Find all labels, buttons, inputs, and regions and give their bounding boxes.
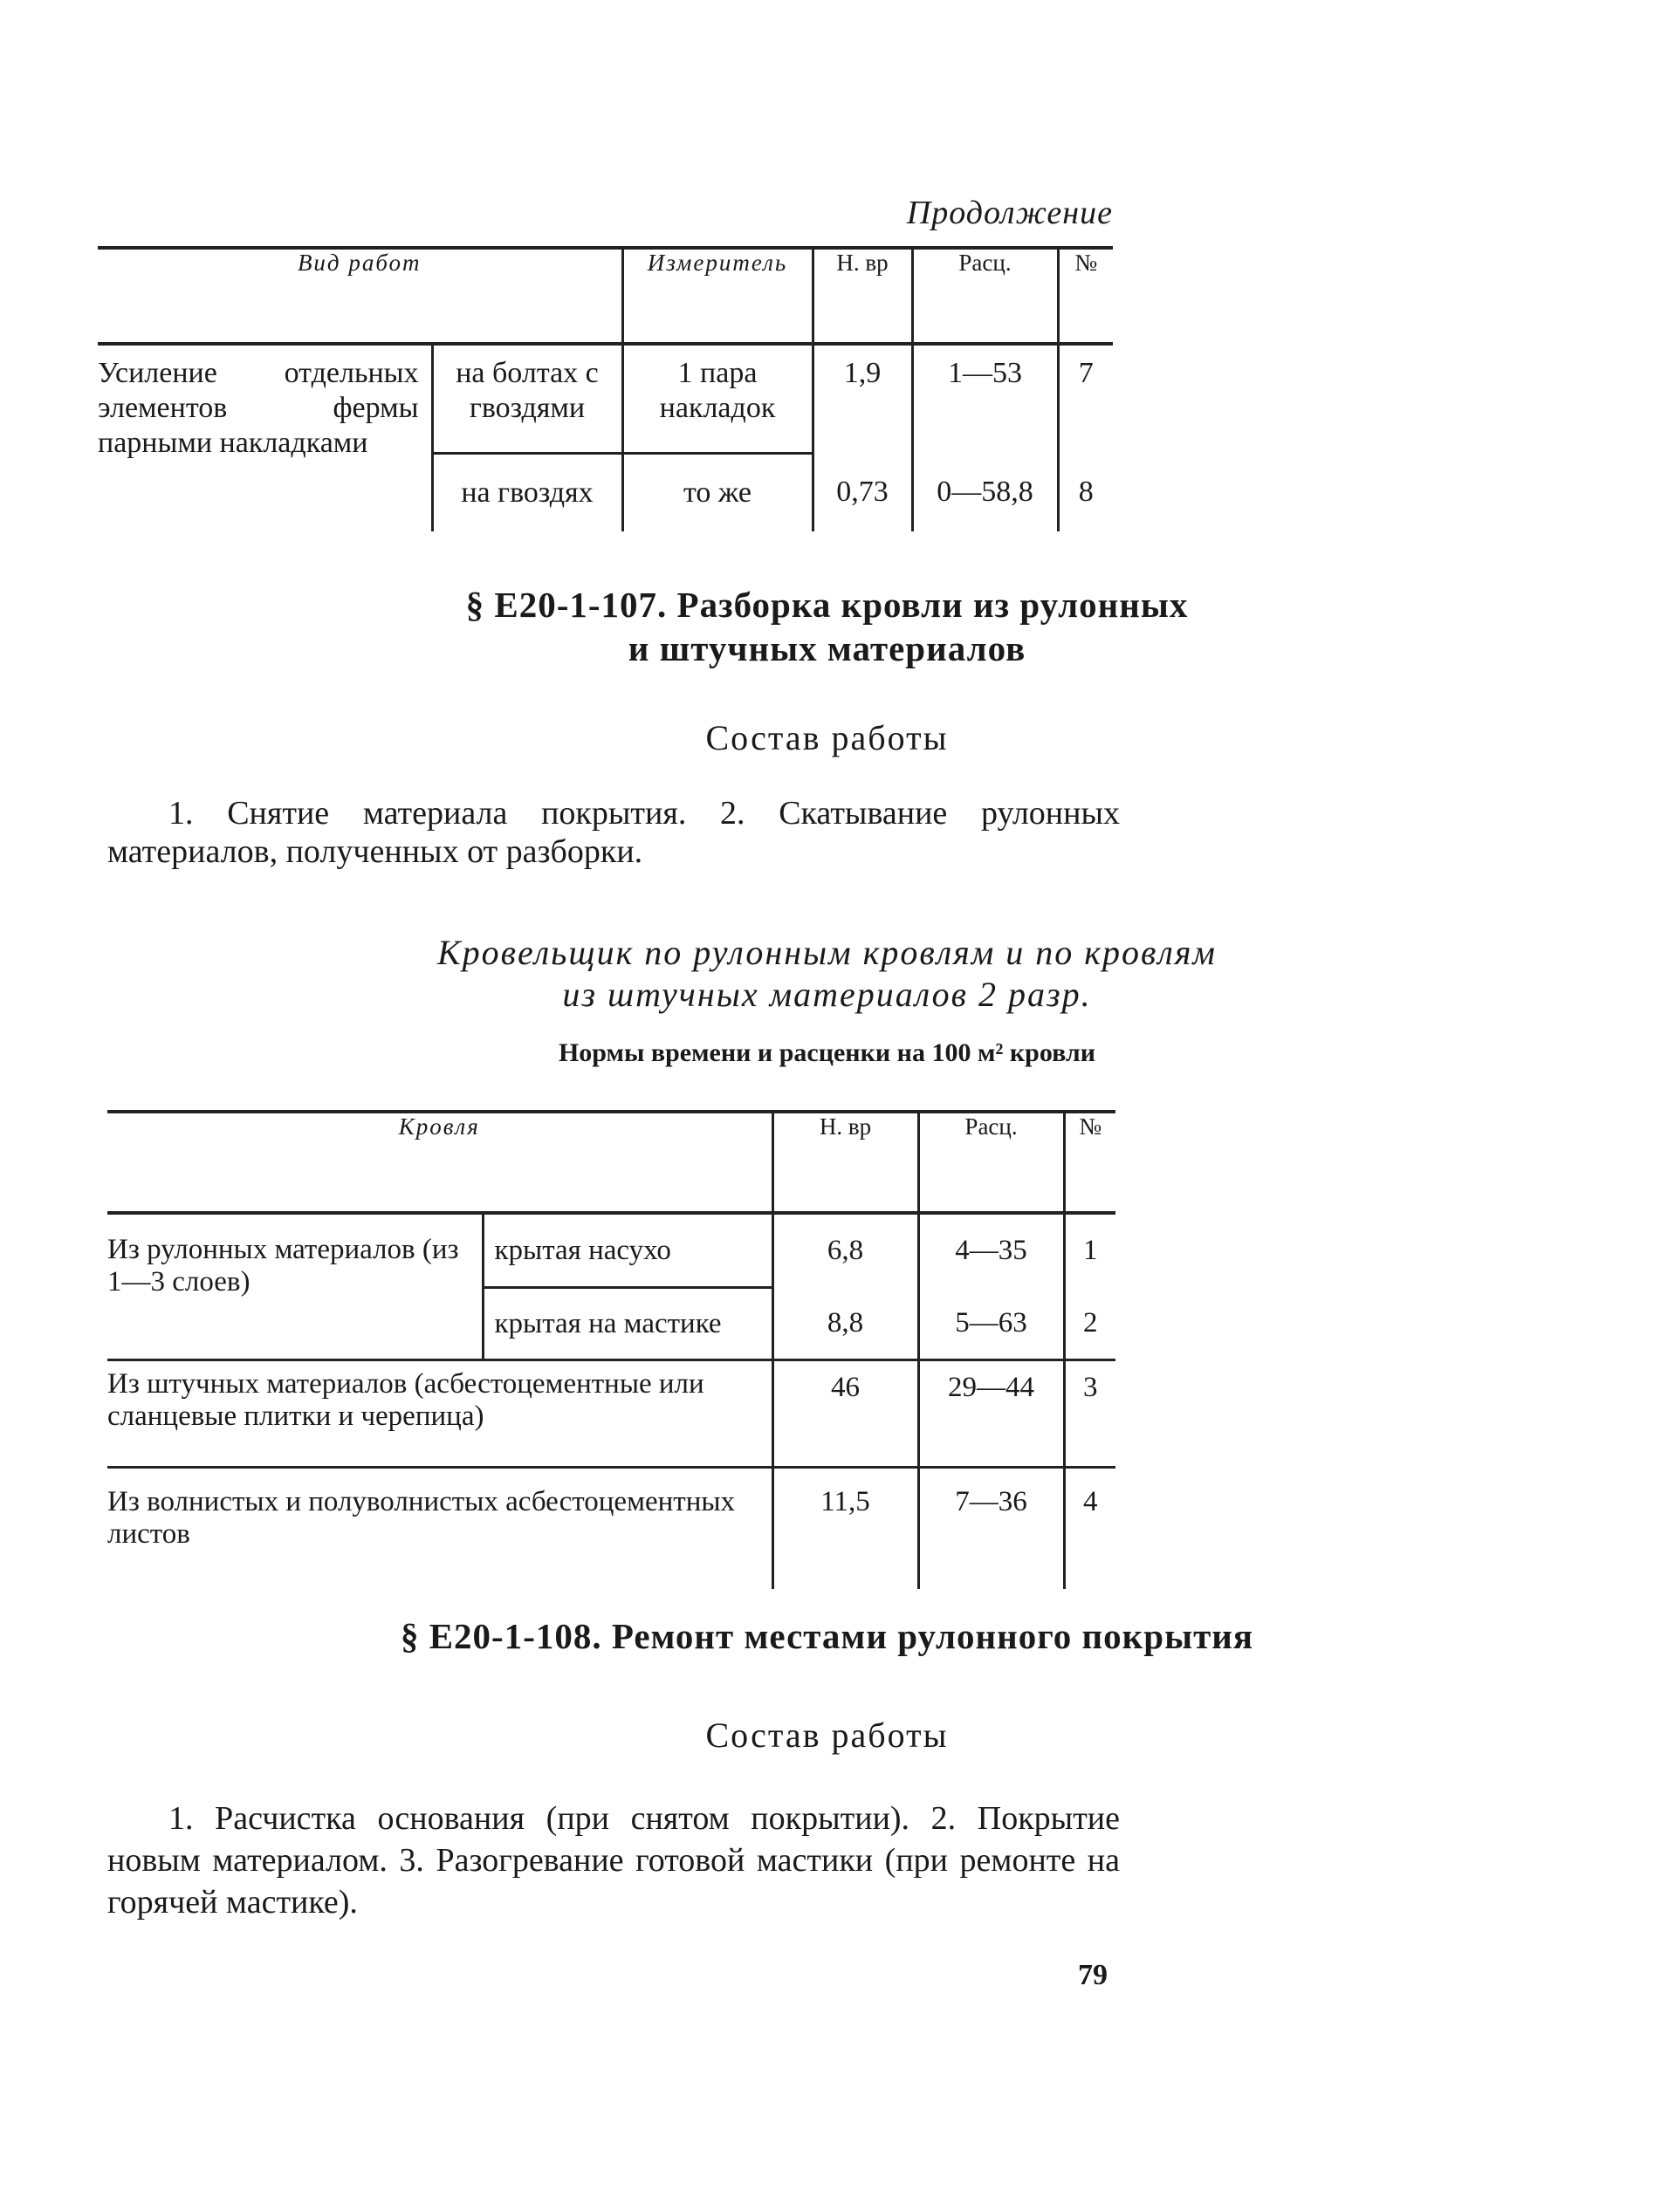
num-cell: 4: [1064, 1468, 1115, 1590]
norm-cell: 46: [772, 1360, 918, 1468]
num-cell: 7: [1078, 357, 1094, 389]
composition-heading-108: Состав работы: [705, 1715, 949, 1755]
table-header-row: [98, 248, 1113, 344]
header-norm: Н. вр: [772, 1112, 918, 1213]
sub-label: крытая насухо: [483, 1213, 772, 1288]
header-unit: Измеритель: [622, 248, 813, 344]
num-cell: 1: [1083, 1235, 1098, 1267]
sub-label: на болтах с гвоздями: [432, 344, 622, 454]
work-norms-table-continued: [98, 246, 1113, 531]
rate-cell: 5—63: [918, 1288, 1064, 1360]
header-norm: Н. вр: [813, 248, 912, 344]
composition-heading-107: Состав работы: [705, 718, 949, 757]
table-row: [107, 1360, 1115, 1468]
section-108-title: § Е20-1-108. Ремонт местами рулонного покрытия: [400, 1616, 1254, 1656]
row-label: Из волнистых и полуволнистых асбестоцементных листов: [107, 1468, 772, 1590]
header-rate: Расц.: [918, 1112, 1064, 1213]
header-work-type: Вид работ: [98, 248, 622, 344]
unit-cell: то же: [622, 454, 813, 532]
roof-norms-table: [107, 1110, 1115, 1589]
unit-cell: 1 пара накладок: [622, 344, 813, 454]
table-caption: Нормы времени и расценки на 100 м² кровли: [558, 1038, 1096, 1067]
norm-cell: 0,73: [813, 454, 912, 532]
worker-role: Кровельщик по рулонным кровлям и по кровлям из штучных материалов 2 разр.: [437, 933, 1217, 1014]
header-num: №: [1058, 248, 1113, 344]
norm-cell: 6,8: [772, 1213, 918, 1288]
header-roof: Кровля: [107, 1112, 772, 1213]
rate-cell: 1—53: [912, 344, 1058, 454]
group-label: Усиление отдельных элементов фермы парными накладками: [98, 344, 432, 531]
composition-text-107: 1. Снятие материала покрытия. 2. Скатывание рулонных материалов, полученных от разборки.: [107, 795, 1120, 870]
table-row: [107, 1468, 1115, 1590]
num-cell: 3: [1064, 1360, 1115, 1468]
sub-label: на гвоздях: [432, 454, 622, 532]
sub-label: крытая на мастике: [483, 1288, 772, 1360]
group-label: Из рулонных материалов (из 1—3 слоев): [107, 1213, 483, 1360]
num-cell: 2: [1083, 1306, 1098, 1339]
table-row: [107, 1213, 1115, 1288]
header-num: №: [1064, 1112, 1115, 1213]
num-cell: 8: [1078, 476, 1094, 509]
section-107-title: § Е20-1-107. Разборка кровли из рулонных и штучных материалов: [465, 585, 1189, 668]
norm-cell: 1,9: [813, 344, 912, 454]
continuation-label: Продолжение: [906, 195, 1113, 231]
table-header-row: [107, 1112, 1115, 1213]
rate-cell: 29—44: [918, 1360, 1064, 1468]
table-row: [98, 344, 1113, 454]
composition-text-108: 1. Расчистка основания (при снятом покрытии). 2. Покрытие новым материалом. 3. Разогревание готовой мастики (при ремонте на горячей мастике).: [107, 1800, 1120, 1921]
norm-cell: 8,8: [772, 1288, 918, 1360]
norm-cell: 11,5: [772, 1468, 918, 1590]
rate-cell: 4—35: [918, 1213, 1064, 1288]
row-label: Из штучных материалов (асбестоцементные или сланцевые плитки и черепица): [107, 1360, 772, 1468]
rate-cell: 7—36: [918, 1468, 1064, 1590]
page-number: 79: [1078, 1959, 1108, 1991]
rate-cell: 0—58,8: [912, 454, 1058, 532]
header-rate: Расц.: [912, 248, 1058, 344]
